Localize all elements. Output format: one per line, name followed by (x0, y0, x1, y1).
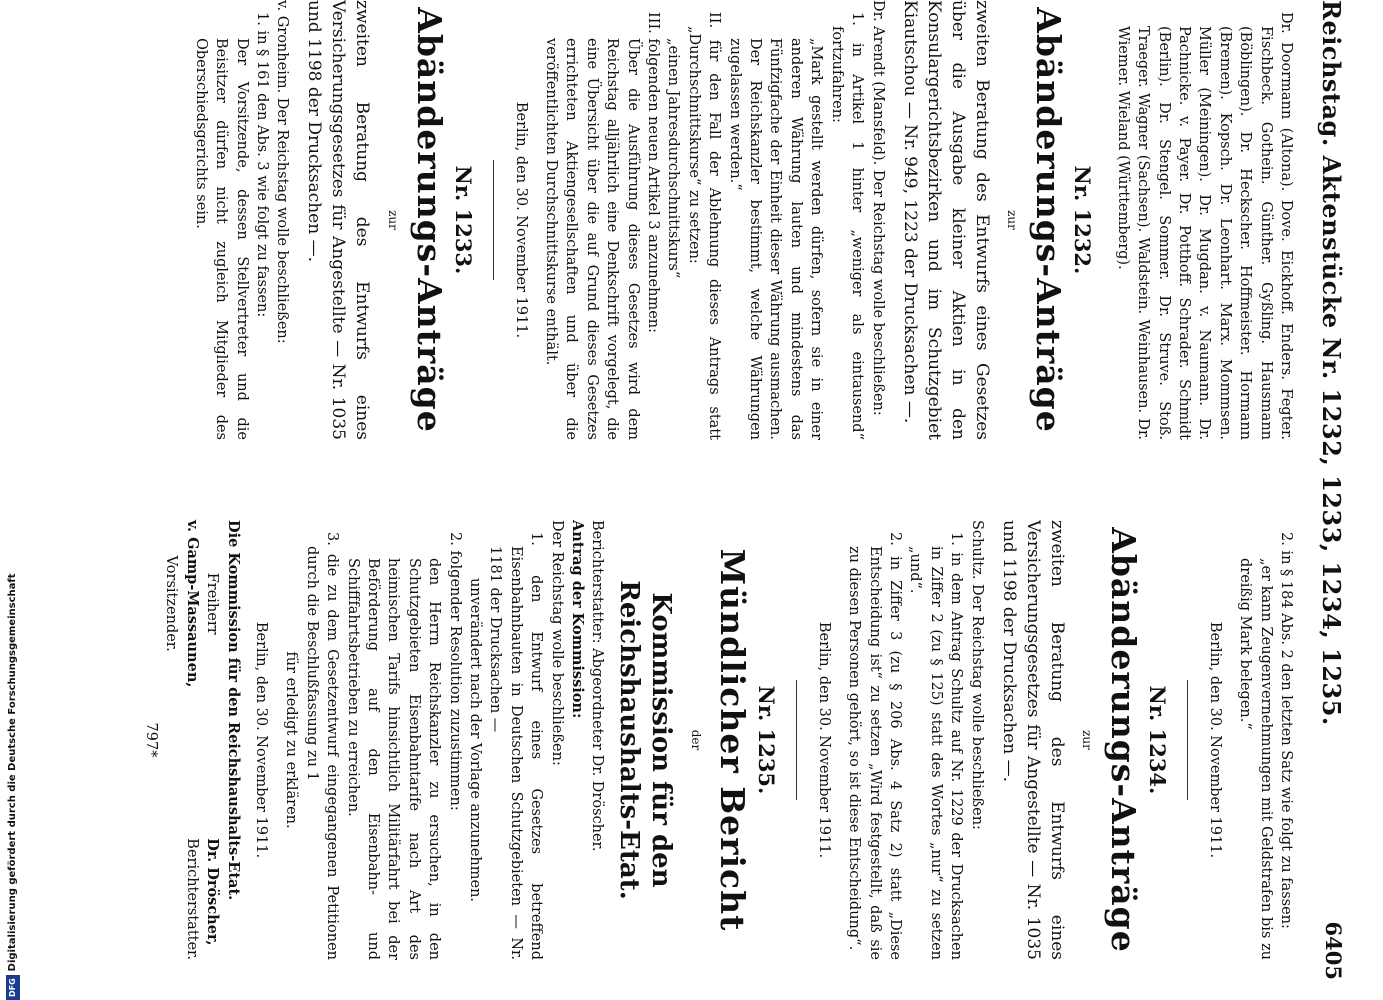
signature-rapporteur (161, 838, 222, 960)
dfg-logo: DFG (6, 975, 20, 1000)
intro-1234: zweiten Beratung des Entwurfs eines Versicherungsgesetzes für Angestellte — Nr. 1035 und 1198 der Drucksachen —. (998, 520, 1067, 960)
section-number-1233: Nr. 1233. (451, 165, 477, 275)
motion-item-2: 2. folgender Resolution zuzustimmen: (446, 532, 463, 811)
zur-1234: zur (1079, 730, 1094, 750)
digitization-text (7, 573, 18, 1000)
section-title-1232: Abänderungs-Anträge (1028, 7, 1068, 433)
left-column (190, 0, 1296, 440)
digitization-label: Digitalisierung gefördert durch die Deutsche Forschungsgemeinschaft (7, 573, 18, 972)
item-2-1234: 2. in Ziffer 3 (zu § 206 Abs. 4 Satz 2) statt „Diese Entscheidung ist“ zu setzen „Wird festgestellt, daß sie zu diesen Personen gehört, so ist diese Entscheidung“. (846, 532, 903, 960)
item-1-1232: 1. in Artikel 1 hinter „weniger als eintausend“ fortzufahren: (828, 12, 866, 440)
print-number: 797* (142, 722, 159, 758)
chair-line-2: v. Gamp-Massaunen, (183, 520, 201, 688)
divider (493, 160, 494, 280)
item-3-1232: III. folgenden neuen Artikel 3 anzunehmen: (645, 12, 662, 334)
divider (796, 680, 797, 800)
divider (1187, 680, 1188, 800)
rapporteur: Berichterstatter: Abgeordneter Dr. Dröscher. (589, 520, 606, 852)
quote-1-1233: Der Vorsitzende, dessen Stellvertreter und die Beisitzer dürfen nicht zugleich Mitglieder des Oberschiedsgerichts sein. (192, 38, 250, 440)
date-1234: Berlin, den 30. November 1911. (815, 621, 832, 859)
rotated-newspaper-page (52, 0, 1352, 980)
quote-2-1233: „er kann Zeugenvernehmungen mit Geldstrafen bis zu dreißig Mark belegen.“ (1237, 558, 1274, 960)
rapporteur-line-1: Dr. Dröscher, (204, 838, 222, 946)
section-title-1233: Abänderungs-Anträge (409, 7, 449, 433)
section-number-1234: Nr. 1234. (1145, 685, 1171, 795)
signature-block (141, 520, 243, 960)
header-title: Reichstag. Aktenstücke Nr. 1232, 1233, 1234, 1235. (1317, 0, 1346, 726)
intro-1232: zweiten Beratung des Entwurfs eines Gesetzes über die Ausgabe kleiner Aktien in den Konsulargerichtsbezirken und im Schutzgebiet Kiautschou — Nr. 949, 1223 der Drucksachen —. (899, 0, 992, 440)
motion-item-1: 1. den Entwurf eines Gesetzes betreffend Eisenbahnbauten in Deutschen Schutzgebieten — Nr. 1181 der Drucksachen — (487, 532, 545, 960)
motion-item-3b: für erledigt zu erklären. (283, 651, 300, 829)
page-number: 6405 (1321, 921, 1346, 980)
date-1235: Berlin, den 30. November 1911. (253, 621, 269, 859)
intro-1233: zweiten Beratung des Entwurfs eines Versicherungsgesetzes für Angestellte — Nr. 1035 und 1198 der Drucksachen —. (304, 0, 373, 440)
quote-2-1232: „einen Jahresdurchschnittskurs“ (665, 38, 682, 279)
page-header (1306, 0, 1346, 980)
chair-line-1: Freiherr (204, 572, 221, 635)
item-2-1232: II. für den Fall der Ablehnung dieses Antrags statt „Durchschnittskurse“ zu setzen: (685, 12, 723, 440)
signers-list: Dr. Doormann (Altona). Dove. Eickhoff. Enders. Fegter. Fischbeck. Gothein. Günther. Gyßling. Hausmann (Böblingen). Dr. Heckscher. Hoffmeister. Hormann (Bremen). Kopsch. Dr. Leonhart. Marx. Mommsen. Müller (Meiningen). Dr. Mugdan. v. Naumann. Dr. Pachnicke. v. Payer. Dr. Potthoff. Schrader. Schmidt (Berlin). Dr. Stengel. Sommer. Dr. Struve. Stoß. Traeger. Wagner (Sachsen). Waldstein. Weinhausen. Dr. Wiemer. Wieland (Württemberg). (1114, 12, 1294, 440)
section-number-1232: Nr. 1232. (1070, 165, 1096, 275)
mover-1232: Dr. Arendt (Mansfeld). Der Reichstag wolle beschließen: (869, 0, 886, 416)
zur-1232: zur (1004, 210, 1019, 230)
signature-row (161, 520, 222, 960)
quote-1-1232: „Mark gestellt werden dürfen, sofern sie in einer anderen Währung lauten und mindestens das Fünfzigfache der Einheit dieser Währung ausmachen. Der Reichskanzler bestimmt, welche Währungen zugelassen werden.“ (726, 38, 825, 440)
mover-1233: v. Gronheim. Der Reichstag wolle beschließen: (274, 0, 291, 344)
der-1235: der (688, 729, 703, 751)
signature-title: Die Kommission für den Reichshaushalts-Etat. (224, 520, 242, 901)
right-column (141, 520, 1296, 960)
commission-motion: Antrag der Kommission: (569, 520, 587, 719)
section-title-1235: Mündlicher Bericht (712, 548, 752, 932)
date-1232: Berlin, den 30. November 1911. (512, 101, 529, 339)
digitization-note (0, 10, 18, 1000)
resolve-line: Der Reichstag wolle beschließen: (548, 520, 565, 766)
motion-item-2-text: den Herrn Reichskanzler zu ersuchen, in den Schutzgebieten Eisenbahntarife nach Art des heimischen Tarifs hinsichtlich Militärfahrt bei der Beförderung auf den Eisenbahn- und Schifffahrtsbetrieben zu erreichen. (344, 558, 443, 960)
section-number-1235: Nr. 1235. (754, 685, 780, 795)
chair-line-3: Vorsitzender. (163, 555, 180, 652)
item-1-1233: 1. in § 161 den Abs. 3 wie folgt zu fassen: (254, 12, 270, 318)
signature-chair (161, 520, 222, 687)
commission-title: Kommission für den Reichshaushalts-Etat. (614, 580, 677, 900)
motion-item-1b: unverändert nach der Vorlage anzunehmen. (467, 577, 484, 903)
item-2-1233: 2. in § 184 Abs. 2 den letzten Satz wie folgt zu fassen: (1278, 532, 1294, 929)
zur-1233: zur (385, 210, 400, 230)
date-1233: Berlin, den 30. November 1911. (1206, 621, 1223, 859)
quote-3-1232: Über die Ausführung dieses Gesetzes wird dem Reichstag alljährlich eine Denkschrift vorgelegt, die eine Übersicht über die auf Grund dieses Gesetzes errichteten Aktiengesellschaften und über die veröffentlichten Durchschnittskurse enthält. (543, 38, 641, 440)
motion-item-3: 3. die zu dem Gesetzentwurf eingegangenen Petitionen durch die Beschlußfassung zu 1 (303, 532, 341, 960)
item-1-1234: 1. in dem Antrag Schultz auf Nr. 1229 der Drucksachen in Ziffer 2 (zu § 125) statt des Wortes „nur“ zu setzen „und“. (907, 532, 965, 960)
section-title-1234: Abänderungs-Anträge (1103, 527, 1143, 953)
mover-1234: Schultz. Der Reichstag wolle beschließen: (968, 520, 985, 830)
rapporteur-line-2: Berichterstatter. (183, 838, 200, 960)
